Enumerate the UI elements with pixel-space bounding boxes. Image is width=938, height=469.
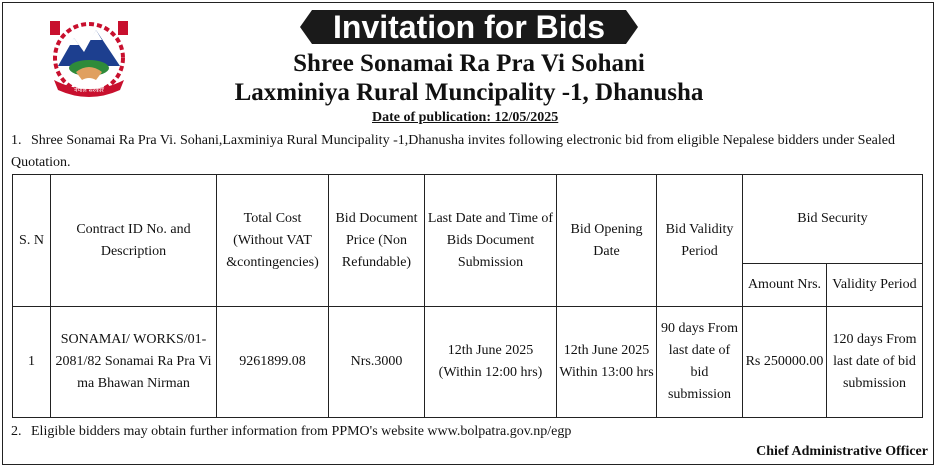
header-security-validity: Validity Period [827, 264, 923, 307]
signatory: Chief Administrative Officer [756, 444, 928, 459]
cell-security-validity: 120 days From last date of bid submission [827, 307, 923, 418]
notice-text: Shree Sonamai Ra Pra Vi. Sohani,Laxminiya Rural Muncipality -1,Dhanusha invites following electronic bid from eligible Nepalese bidders under Sealed Quotation. [11, 133, 895, 170]
emblem-caption: नेपाल सरकार [74, 87, 104, 94]
header-last-date: Last Date and Time of Bids Document Submission [425, 175, 557, 307]
publication-date: Date of publication: 12/05/2025 [372, 110, 559, 125]
header-row [13, 175, 923, 264]
cell-contract: SONAMAI/ WORKS/01-2081/82 Sonamai Ra Pra Vi ma Bhawan Nirman [51, 307, 217, 418]
notice-item-2 [11, 421, 571, 443]
header-validity: Bid Validity Period [657, 175, 743, 307]
header-contract: Contract ID No. and Description [51, 175, 217, 307]
cell-opening-date: 12th June 2025 Within 13:00 hrs [557, 307, 657, 418]
cell-total-cost: 9261899.08 [217, 307, 329, 418]
header-doc-price: Bid Document Price (Non Refundable) [329, 175, 425, 307]
notice-number: 1. [11, 133, 22, 148]
notice-text: Eligible bidders may obtain further information from PPMO's website www.bolpatra.gov.np/egp [31, 424, 572, 439]
cell-doc-price: Nrs.3000 [329, 307, 425, 418]
header-sn: S. N [13, 175, 51, 307]
title-banner [300, 10, 638, 44]
header-total-cost: Total Cost (Without VAT &contingencies) [217, 175, 329, 307]
municipality-name: Laxminiya Rural Muncipality -1, Dhanusha [234, 79, 704, 106]
cell-validity: 90 days From last date of bid submission [657, 307, 743, 418]
bid-table [12, 174, 923, 418]
notice-item-1 [11, 130, 921, 174]
header-opening-date: Bid Opening Date [557, 175, 657, 307]
header-amount: Amount Nrs. [743, 264, 827, 307]
header-bid-security: Bid Security [743, 175, 923, 264]
cell-last-date: 12th June 2025 (Within 12:00 hrs) [425, 307, 557, 418]
cell-sn: 1 [13, 307, 51, 418]
page-title: Invitation for Bids [333, 9, 605, 45]
notice-number: 2. [11, 424, 22, 439]
office-name: Shree Sonamai Ra Pra Vi Sohani [293, 50, 645, 77]
table-row [13, 307, 923, 418]
cell-amount: Rs 250000.00 [743, 307, 827, 418]
